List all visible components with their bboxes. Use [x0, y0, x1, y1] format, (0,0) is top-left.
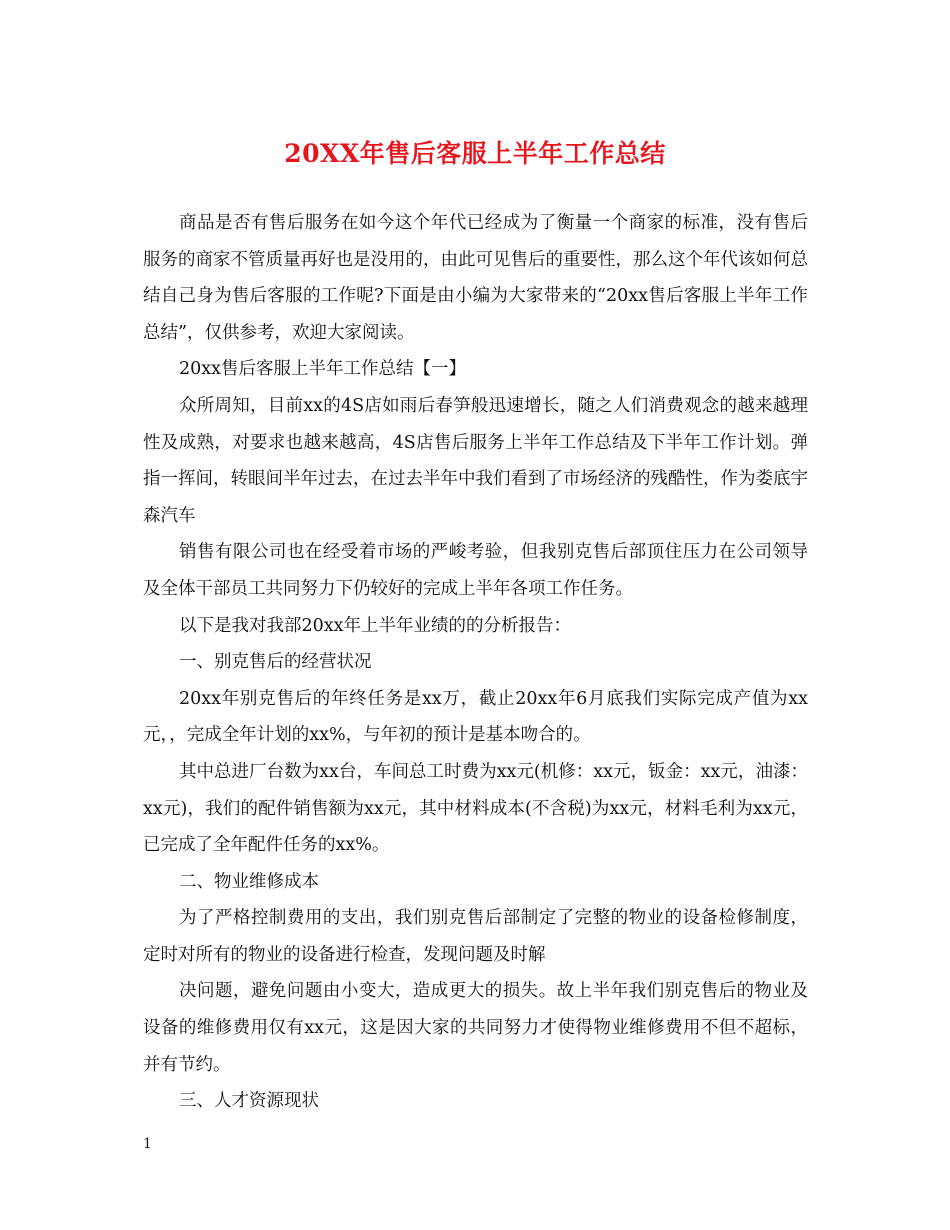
document-body — [143, 205, 808, 1120]
section-heading-talent: 三、人才资源现状 — [179, 1091, 319, 1112]
section-heading-maintenance-cost: 二、物业维修成本 — [179, 871, 319, 892]
document-title: 20XX年售后客服上半年工作总结 — [284, 139, 666, 168]
paragraph: 以下是我对我部20xx年上半年业绩的的分析报告： — [179, 615, 572, 636]
paragraph: 为了严格控制费用的支出，我们别克售后部制定了完整的物业的设备检修制度，定时对所有的物业的设备进行检查，发现问题及时解 — [143, 908, 808, 965]
section-heading-part-one: 20xx售后客服上半年工作总结【一】 — [179, 359, 467, 380]
paragraph: 销售有限公司也在经受着市场的严峻考验，但我别克售后部顶住压力在公司领导及全体干部员工共同努力下仍较好的完成上半年各项工作任务。 — [143, 542, 808, 599]
paragraph: 决问题，避免问题由小变大，造成更大的损失。故上半年我们别克售后的物业及设备的维修费用仅有xx元，这是因大家的共同努力才使得物业维修费用不但不超标，并有节约。 — [143, 981, 808, 1075]
page-number: 1 — [143, 1136, 152, 1152]
paragraph-intro: 商品是否有售后服务在如今这个年代已经成为了衡量一个商家的标准，没有售后服务的商家不管质量再好也是没用的，由此可见售后的重要性，那么这个年代该如何总结自己身为售后客服的工作呢?下面是由小编为大家带来的“20xx售后客服上半年工作总结”，仅供参考，欢迎大家阅读。 — [143, 213, 808, 343]
paragraph: 其中总进厂台数为xx台，车间总工时费为xx元(机修：xx元，钣金：xx元，油漆：xx元)，我们的配件销售额为xx元，其中材料成本(不含税)为xx元，材料毛利为xx元，已完成了全年配件任务的xx%。 — [143, 761, 808, 856]
paragraph: 20xx年别克售后的年终任务是xx万，截止20xx年6月底我们实际完成产值为xx元，，完成全年计划的xx%，与年初的预计是基本吻合的。 — [143, 688, 808, 746]
section-heading-operations: 一、别克售后的经营状况 — [179, 652, 372, 673]
paragraph: 众所周知，目前xx的4S店如雨后春笋般迅速增长，随之人们消费观念的越来越理性及成熟，对要求也越来越高，4S店售后服务上半年工作总结及下半年工作计划。弹指一挥间，转眼间半年过去，在过去半年中我们看到了市场经济的残酷性，作为娄底宇森汽车 — [143, 395, 808, 526]
